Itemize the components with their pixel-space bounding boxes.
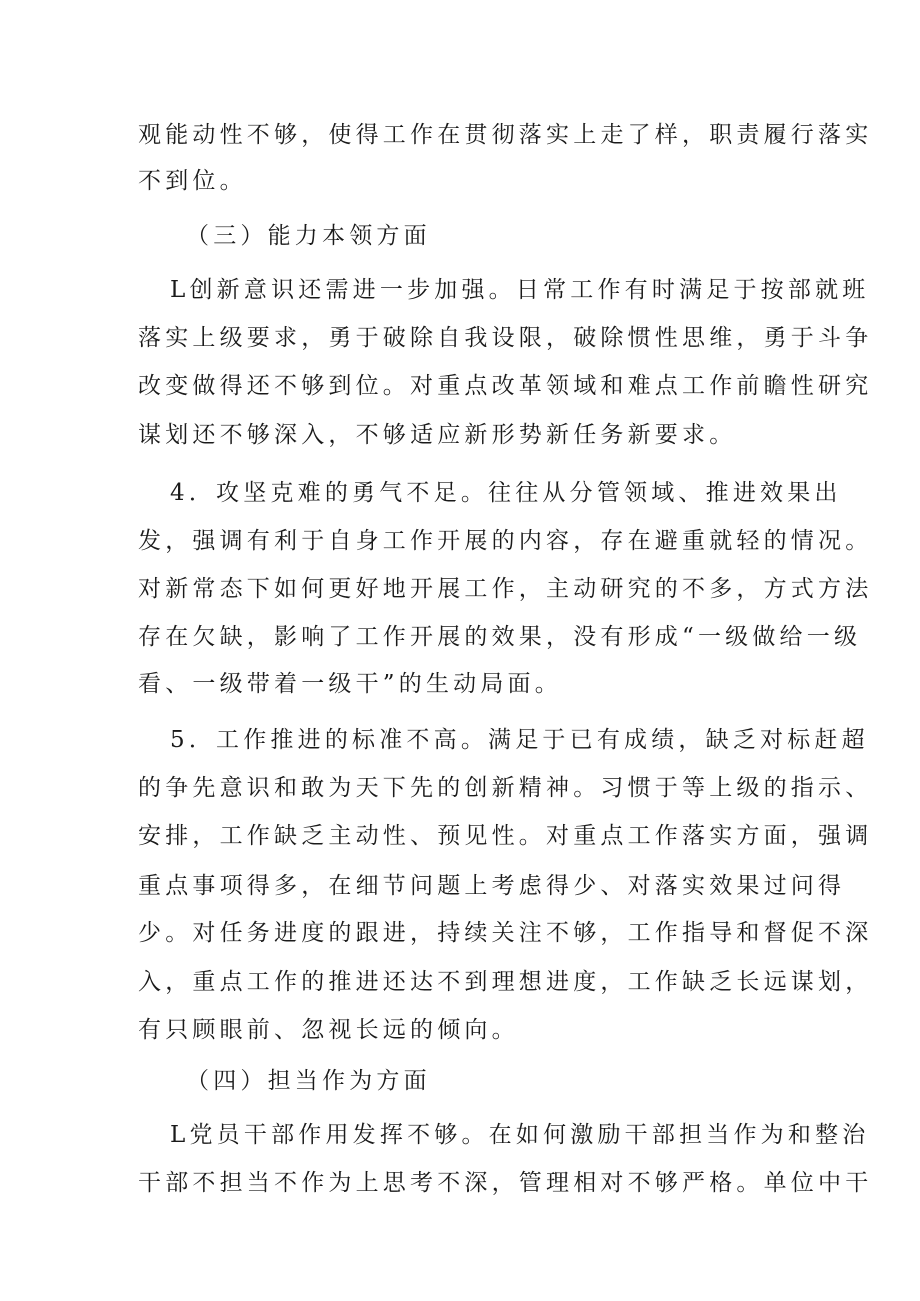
text-line: 观能动性不够，使得工作在贯彻落实上走了样，职责履行落实 [138,122,873,148]
text-line: L党员干部作用发挥不够。在如何激励干部担当作为和整治 [170,1122,870,1148]
text-line: 发，强调有利于自身工作开展的内容，存在避重就轻的情况。 [138,528,873,554]
text-line: 安排，工作缺乏主动性、预见性。对重点工作落实方面，强调 [138,823,873,849]
text-line: 少。对任务进度的跟进，持续关注不够，工作指导和督促不深 [138,920,873,946]
text-line: 重点事项得多，在细节问题上考虑得少、对落实效果过问得 [138,873,846,899]
text-line: 落实上级要求，勇于破除自我设限，破除惯性思维，勇于斗争 [138,325,873,351]
text-line: 4．攻坚克难的勇气不足。往往从分管领域、推进效果出 [170,480,842,506]
text-line: 有只顾眼前、忽视长远的倾向。 [138,1017,519,1043]
text-line: 改变做得还不够到位。对重点改革领域和难点工作前瞻性研究 [138,373,873,399]
section-heading: （四）担当作为方面 [186,1068,431,1094]
text-line: 入，重点工作的推进还达不到理想进度，工作缺乏长远谋划， [138,969,873,995]
text-line: 5．工作推进的标准不高。满足于已有成绩，缺乏对标赶超 [170,727,869,753]
section-heading: （三）能力本领方面 [186,223,431,249]
text-line: 看、一级带着一级干”的生动局面。 [138,671,562,697]
text-line: 不到位。 [138,168,247,194]
text-line: 的争先意识和敢为天下先的创新精神。习惯于等上级的指示、 [138,775,873,801]
text-line: 谋划还不够深入，不够适应新形势新任务新要求。 [138,422,737,448]
text-line: 对新常态下如何更好地开展工作，主动研究的不多，方式方法 [138,576,873,602]
text-line: 干部不担当不作为上思考不深，管理相对不够严格。单位中干 [138,1170,873,1196]
text-line: L创新意识还需进一步加强。日常工作有时满足于按部就班 [170,277,870,303]
text-line: 存在欠缺，影响了工作开展的效果，没有形成“一级做给一级 [138,624,862,650]
